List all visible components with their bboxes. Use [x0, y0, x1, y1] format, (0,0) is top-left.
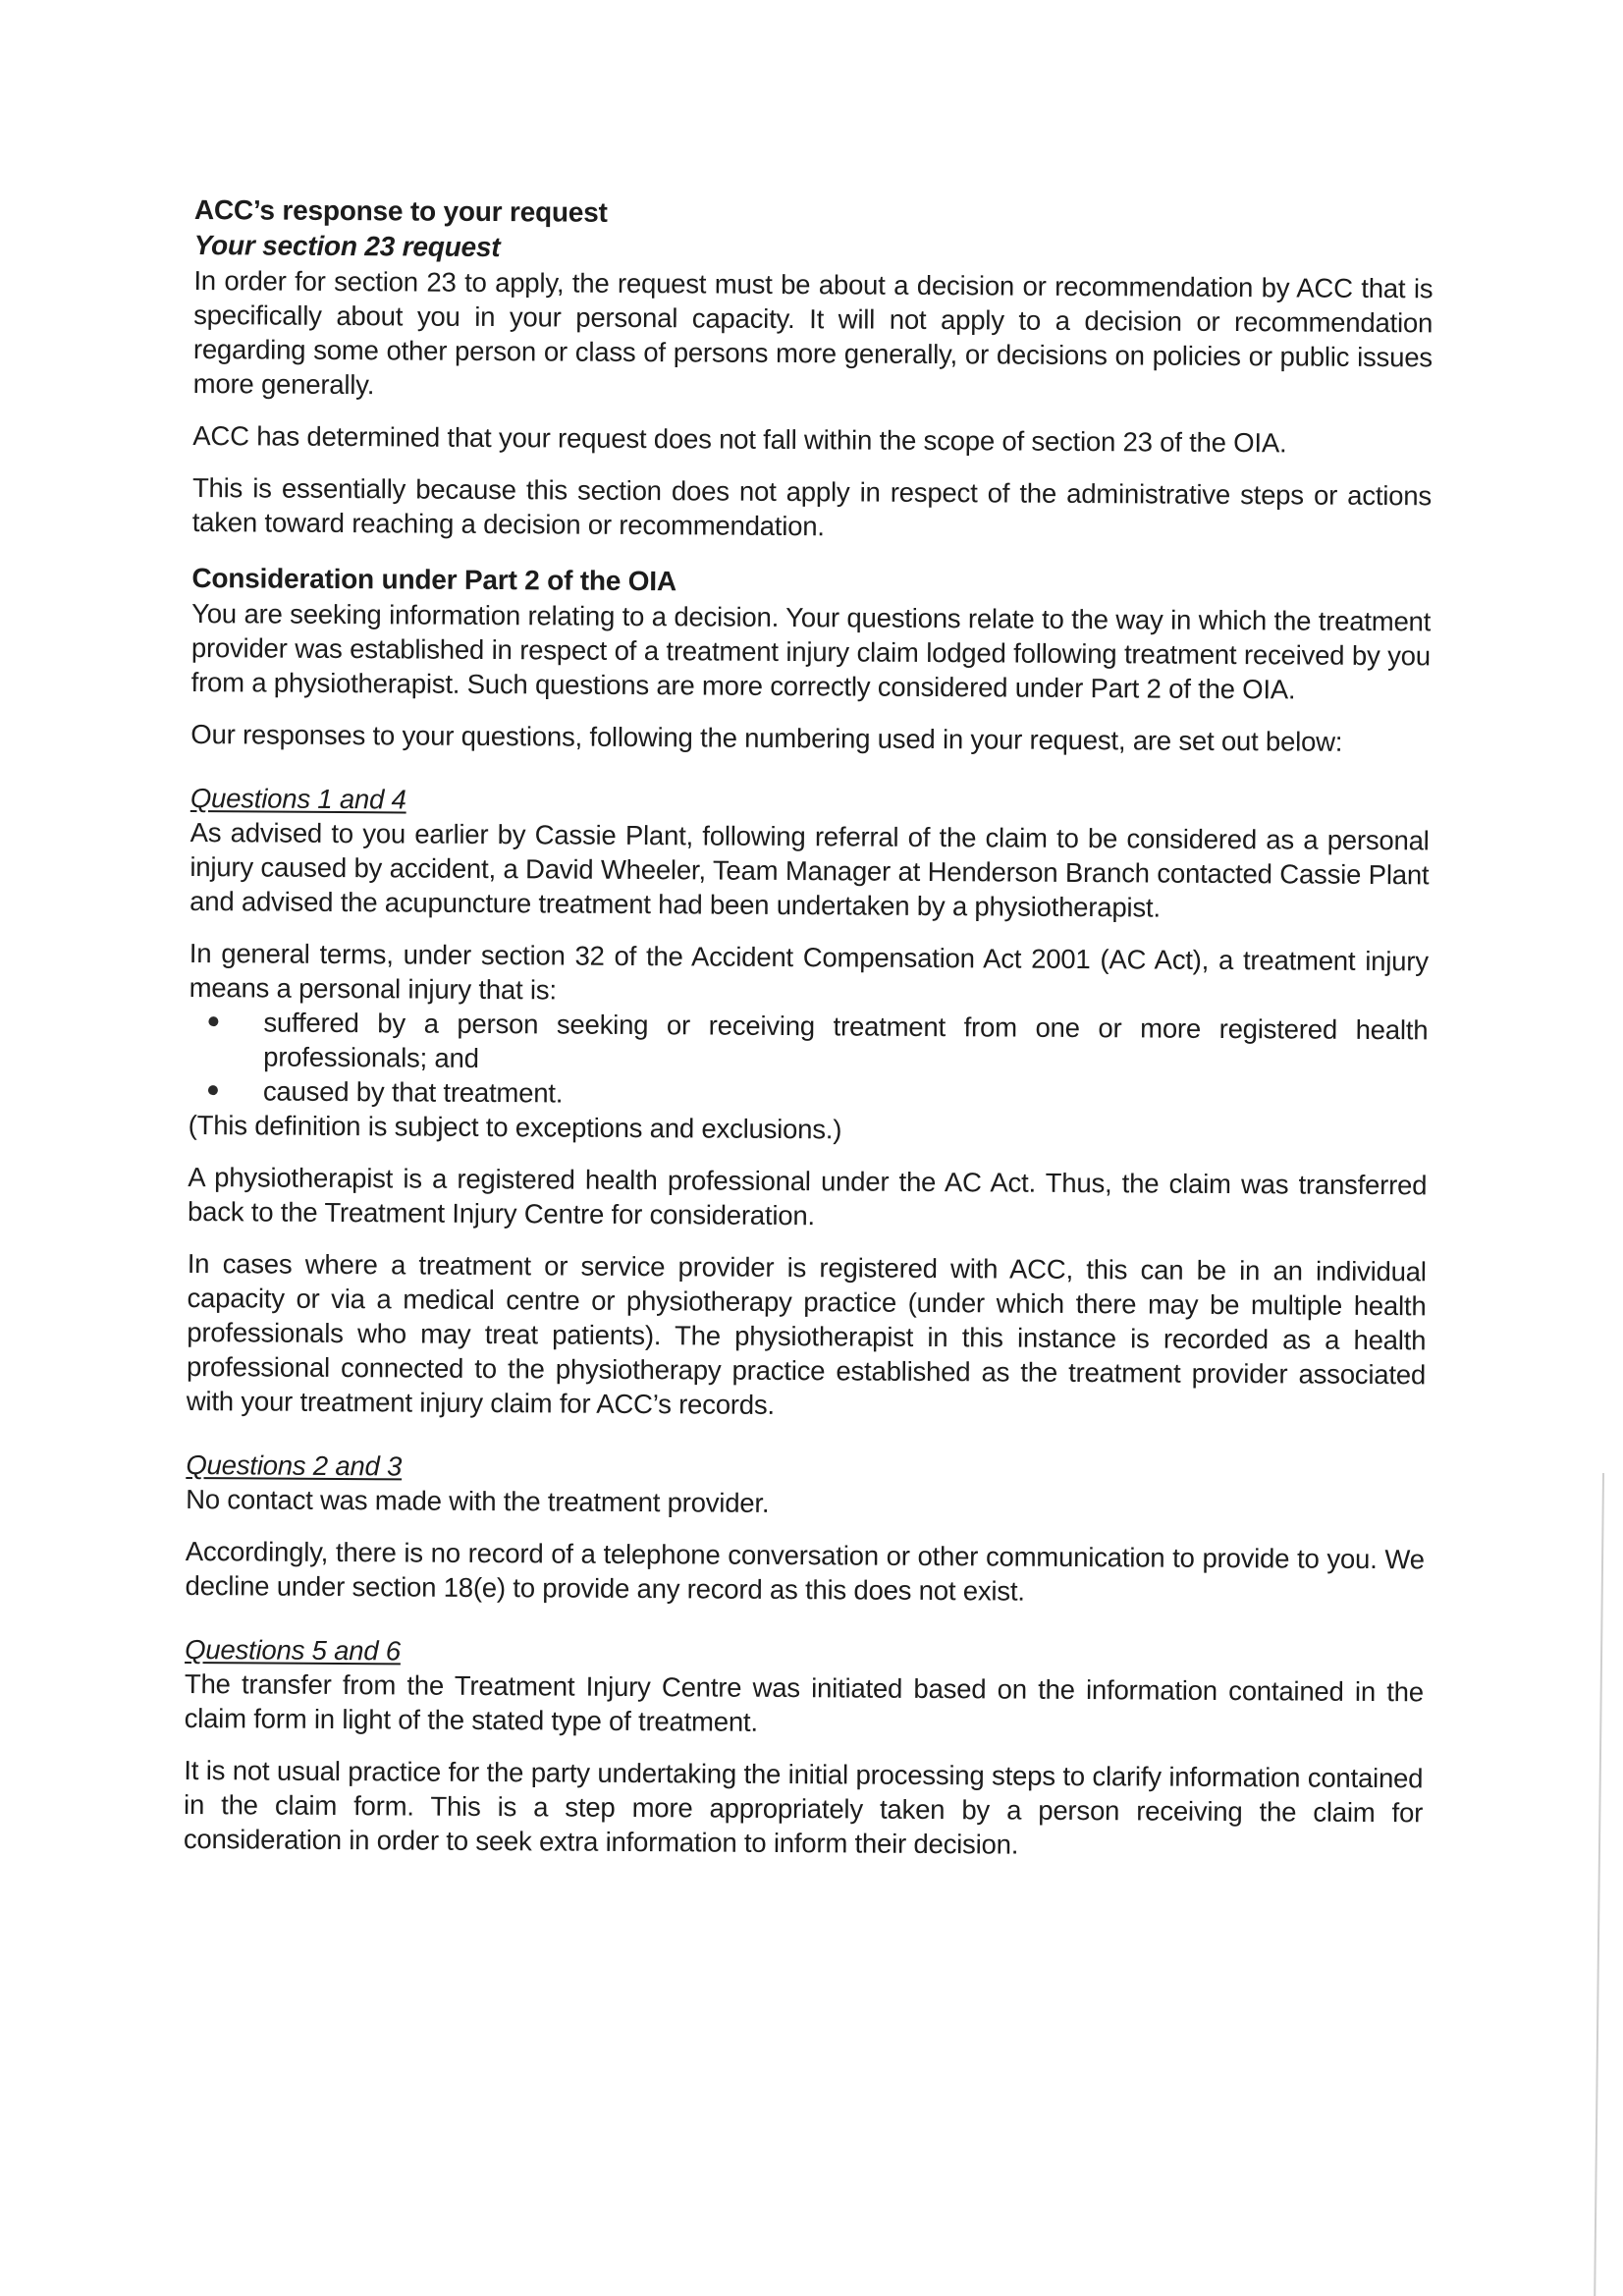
- section-23-subheading: Your section 23 request: [193, 229, 501, 263]
- questions-2-and-3-paragraph: No contact was made with the treatment provider.: [186, 1483, 770, 1518]
- document-body: [184, 192, 1434, 1882]
- part-2-paragraph: Our responses to your questions, following the numbering used in your request, are set out below:: [190, 718, 1343, 757]
- questions-5-and-6-paragraph: It is not usual practice for the party undertaking the initial processing steps to clarify information contained in the claim form. This is a step more appropriately taken by a person receiving the claim for consideration in order to seek extra information to inform their decision.: [183, 1754, 1424, 1860]
- part-2-consideration: [190, 561, 1431, 759]
- questions-5-and-6-heading: Questions 5 and 6: [185, 1633, 402, 1667]
- treatment-injury-criteria-list: [189, 1005, 1429, 1116]
- questions-1-and-4-paragraph: In cases where a treatment or service provider is registered with ACC, this can be in an individual capacity or via a medical centre or physiotherapy practice (under which there may be multiple health professionals who may treat patients). The physiotherapist in this instance is recorded as a health professional connected to the physiotherapy practice established as the treatment provider associated with your treatment injury claim for ACC’s records.: [186, 1247, 1427, 1420]
- questions-5-and-6: [184, 1632, 1424, 1864]
- bullet-icon: [208, 1085, 218, 1095]
- list-item: [189, 1005, 1428, 1081]
- questions-1-and-4: [187, 781, 1430, 1426]
- definition-note: (This definition is subject to exceptions and exclusions.): [188, 1109, 842, 1145]
- section-23-paragraph: ACC has determined that your request does not fall within the scope of section 23 of the OIA.: [192, 419, 1287, 459]
- part-2-paragraph: You are seeking information relating to a decision. Your questions relate to the way in which the treatment provider was established in respect of a treatment injury claim lodged following treatment received by you from a physiotherapist. Such questions are more correctly considered under Part 2 of the OIA.: [190, 597, 1432, 705]
- section-23-paragraph: In order for section 23 to apply, the request must be about a decision or recommendation by ACC that is specifically about you in your personal capacity. It will not apply to a decision or recommendation regarding some other person or class of persons more generally, or decisions on policies or public issues more generally.: [192, 264, 1434, 401]
- questions-5-and-6-paragraph: The transfer from the Treatment Injury Centre was initiated based on the information contained in the claim form in light of the stated type of treatment.: [184, 1667, 1425, 1737]
- section-23-request: [192, 228, 1434, 547]
- questions-2-and-3-heading: Questions 2 and 3: [186, 1449, 403, 1482]
- list-item-text: suffered by a person seeking or receiving treatment from one or more registered health professionals; and: [263, 1007, 1429, 1073]
- part-2-heading: Consideration under Part 2 of the OIA: [191, 562, 677, 597]
- scan-edge-line: [1594, 1473, 1604, 2296]
- bullet-icon: [208, 1016, 218, 1026]
- questions-2-and-3-paragraph: Accordingly, there is no record of a telephone conversation or other communication to provide to you. We decline under section 18(e) to provide any record as this does not exist.: [185, 1535, 1425, 1607]
- list-item-text: caused by that treatment.: [262, 1075, 564, 1109]
- questions-1-and-4-heading: Questions 1 and 4: [189, 782, 406, 815]
- section-23-paragraph: This is essentially because this section does not apply in respect of the administrative steps or actions taken toward reaching a decision or recommendation.: [191, 471, 1433, 542]
- questions-2-and-3: [185, 1448, 1425, 1611]
- questions-1-and-4-paragraph: In general terms, under section 32 of the Accident Compensation Act 2001 (AC Act), a treatment injury means a personal injury that is:: [189, 937, 1429, 1006]
- main-heading: ACC’s response to your request: [193, 193, 608, 228]
- questions-1-and-4-paragraph: As advised to you earlier by Cassie Plant, following referral of the claim to be considered as a personal injury caused by accident, a David Wheeler, Team Manager at Henderson Branch contacted Cassie Plant and advised the acupuncture treatment had been undertaken by a physiotherapist.: [189, 816, 1430, 923]
- questions-1-and-4-paragraph: A physiotherapist is a registered health professional under the AC Act. Thus, the claim was transferred back to the Treatment Injury Centre for consideration.: [188, 1161, 1428, 1231]
